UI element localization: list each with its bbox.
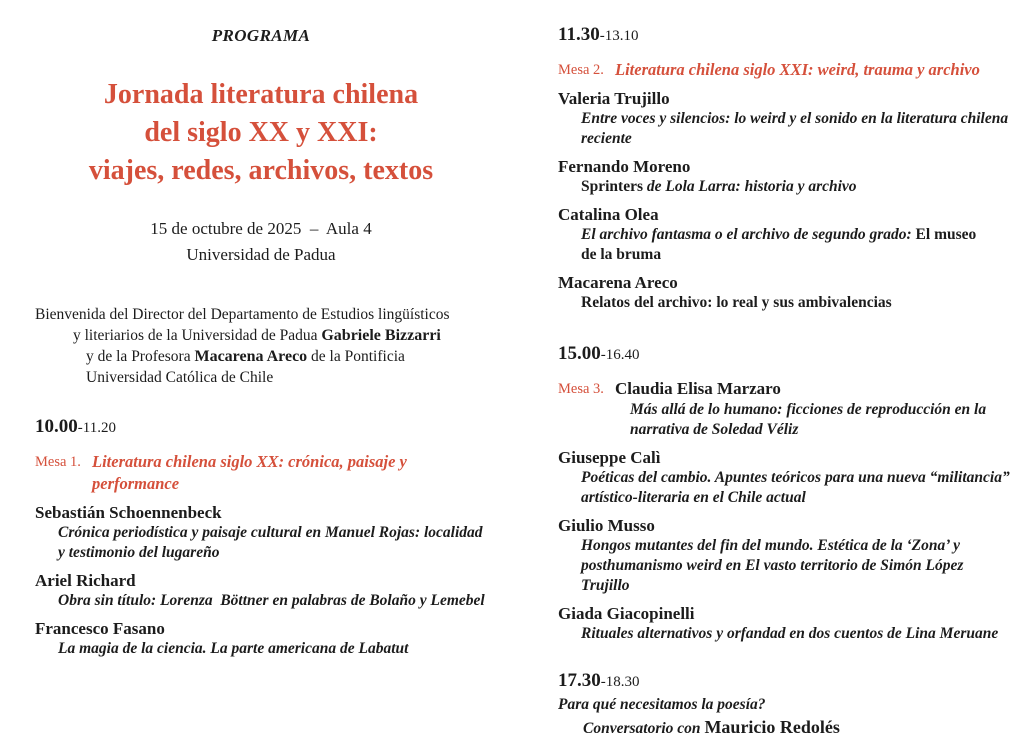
talk: [35, 618, 499, 659]
event-title-line-3: viajes, redes, archivos, textos: [88, 155, 434, 186]
time-start: 15.00: [558, 343, 601, 364]
talk-title-line: Relatos del archivo: lo real y sus ambivalencias: [581, 294, 892, 311]
closing-question: Para qué necesitamos la poesía?: [558, 696, 766, 713]
talk: [558, 156, 1010, 197]
talk: [558, 447, 1010, 508]
right-column: [505, 0, 1024, 737]
speaker-name: Giada Giacopinelli: [558, 604, 695, 623]
talk: [558, 204, 1010, 265]
welcome-line-2: [73, 325, 499, 346]
program-kicker: PROGRAMA: [211, 26, 311, 45]
talk: [558, 272, 1010, 313]
talk-title-line: Entre voces y silencios: lo weird y el sonido en la literatura chilena: [581, 110, 1009, 127]
event-title-line-1: Jornada literatura chilena: [103, 79, 419, 110]
talk-title-line: posthumanismo weird en El vasto territorio de Simón López Trujillo: [581, 557, 968, 594]
speaker-name: Fernando Moreno: [558, 157, 691, 176]
welcome-director-name: Gabriele Bizzarri: [321, 327, 441, 344]
speaker-name: Catalina Olea: [558, 205, 659, 224]
mesa-3-row: [558, 378, 1010, 400]
session-1730-time: [558, 670, 1010, 693]
session-1130: [558, 24, 1010, 313]
talk-title-line: de la bruma: [581, 246, 662, 263]
event-date: 15 de octubre de 2025 – Aula 4: [150, 219, 372, 238]
talk-title-line: Obra sin título: Lorenza Böttner en palabras de Bolaño y Lemebel: [58, 592, 485, 609]
welcome-line-3-text: y de la Profesora: [86, 348, 195, 365]
talk: [558, 88, 1010, 149]
talk-title-line: Crónica periodística y paisaje cultural en Manuel Rojas: localidad: [58, 524, 483, 541]
time-end: -16.40: [600, 347, 640, 363]
time-start: 11.30: [558, 24, 600, 45]
session-1500: [558, 343, 1010, 644]
mesa-2-title: Literatura chilena siglo XXI: weird, trauma y archivo: [615, 60, 980, 79]
conversation-label: Conversatorio con: [583, 720, 705, 737]
time-end: -11.20: [77, 420, 116, 436]
book-title-roman: Sprinters: [581, 178, 643, 195]
session-1500-time: [558, 343, 1010, 366]
talk: [35, 570, 499, 611]
speaker-name: Francesco Fasano: [35, 619, 165, 638]
speaker-name: Ariel Richard: [35, 571, 136, 590]
event-date-block: [35, 216, 487, 268]
session-1000: [35, 416, 499, 659]
mesa-3-label: Mesa 3.: [558, 381, 604, 397]
time-start: 17.30: [558, 670, 601, 691]
talk: [558, 603, 1010, 644]
talk-title-line: [581, 225, 1010, 245]
session-1000-time: [35, 416, 499, 439]
mesa-2-label: Mesa 2.: [558, 62, 604, 78]
mesa-1-title: [92, 451, 407, 495]
closing-conversation: [583, 716, 1010, 740]
conversation-guest-name: Mauricio Redolés: [704, 717, 840, 737]
speaker-name: Giulio Musso: [558, 516, 655, 535]
program-header: [35, 26, 487, 268]
welcome-line-4: Universidad Católica de Chile: [86, 369, 274, 386]
book-title-roman: El museo: [911, 226, 977, 243]
welcome-line-2-text: y literiarios de la Universidad de Padua: [73, 327, 322, 344]
talk-title-line: artístico-literaria en el Chile actual: [581, 489, 806, 506]
mesa-1-label: Mesa 1.: [35, 454, 81, 470]
speaker-name: Macarena Areco: [558, 273, 678, 292]
speaker-name: Valeria Trujillo: [558, 89, 670, 108]
mesa-2-row: [558, 59, 1010, 81]
talk-title-line: narrativa de Soledad Véliz: [630, 421, 799, 438]
speaker-name: Claudia Elisa Marzaro: [615, 379, 781, 398]
event-venue: Universidad de Padua: [186, 245, 336, 264]
time-end: -18.30: [600, 674, 640, 690]
welcome-line-3-tail: de la Pontificia: [307, 348, 405, 365]
session-1130-time: [558, 24, 1010, 47]
talk-title-line: Rituales alternativos y orfandad en dos cuentos de Lina Meruane: [581, 625, 999, 642]
talk-title-italic: El archivo fantasma o el archivo de segundo grado:: [581, 226, 912, 243]
talk-title-italic: de Lola Larra: historia y archivo: [643, 178, 857, 195]
talk-title-line: Más allá de lo humano: ficciones de reproducción en la: [630, 401, 987, 418]
talk-title-line: [581, 177, 1010, 197]
mesa-1-title-line-1: Literatura chilena siglo XX: crónica, paisaje y: [92, 452, 407, 471]
welcome-line-3: [86, 346, 499, 367]
mesa-1-row: [35, 451, 499, 495]
welcome-professor-name: Macarena Areco: [194, 348, 308, 365]
welcome-paragraph: [35, 304, 499, 388]
talk: [558, 515, 1010, 596]
talk-title-line: Poéticas del cambio. Apuntes teóricos para una nueva “militancia”: [581, 469, 1010, 486]
speaker-name: Sebastián Schoennenbeck: [35, 503, 222, 522]
left-column: [0, 0, 505, 719]
talk: [35, 502, 499, 563]
talk-title-line: Hongos mutantes del fin del mundo. Estética de la ‘Zona’ y: [581, 537, 961, 554]
session-1730: [558, 670, 1010, 740]
event-title: [35, 76, 487, 190]
welcome-line-1: Bienvenida del Director del Departamento de Estudios lingüísticos: [35, 306, 450, 323]
talk-title-line: reciente: [581, 130, 632, 147]
time-end: -13.10: [599, 28, 639, 44]
time-start: 10.00: [35, 416, 78, 437]
speaker-name: Giuseppe Calì: [558, 448, 661, 467]
talk-title-line: La magia de la ciencia. La parte americana de Labatut: [58, 640, 409, 657]
talk-title-line: y testimonio del lugareño: [58, 544, 220, 561]
event-title-line-2: del siglo XX y XXI:: [144, 117, 378, 148]
mesa-1-title-line-2: performance: [92, 474, 180, 493]
